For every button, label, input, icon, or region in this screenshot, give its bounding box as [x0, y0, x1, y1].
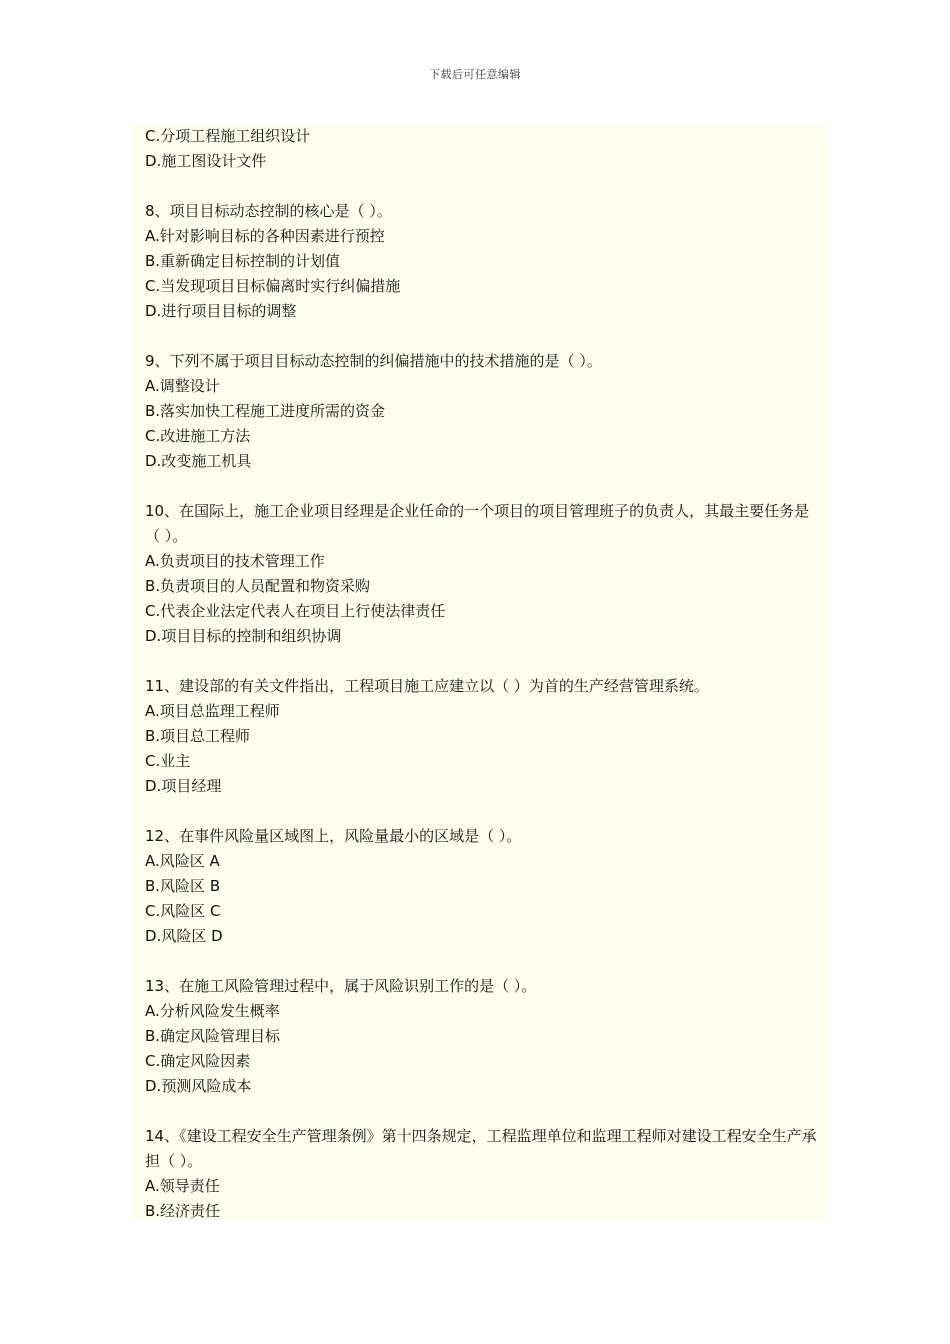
question-8	[145, 199, 820, 324]
option-a: A.调整设计	[145, 377, 220, 395]
question-14	[145, 1124, 820, 1224]
option-c: C.改进施工方法	[145, 427, 251, 445]
question-12	[145, 824, 820, 949]
option-d: D.施工图设计文件	[145, 152, 267, 170]
question-stem: 11、建设部的有关文件指出，工程项目施工应建立以（ ）为首的生产经营管理系统。	[145, 677, 709, 695]
question-stem: 8、项目目标动态控制的核心是（ ）。	[145, 202, 392, 220]
option-c: C.业主	[145, 752, 191, 770]
question-stem: 10、在国际上，施工企业项目经理是企业任命的一个项目的项目管理班子的负责人，其最主要任务是（ ）。	[145, 502, 810, 545]
option-c: C.确定风险因素	[145, 1052, 251, 1070]
option-a: A.分析风险发生概率	[145, 1002, 280, 1020]
page-header: 下载后可任意编辑	[429, 68, 521, 81]
question-stem: 14、《建设工程安全生产管理条例》第十四条规定，工程监理单位和监理工程师对建设工程安全生产承担（ ）。	[145, 1127, 817, 1170]
option-d: D.项目目标的控制和组织协调	[145, 627, 342, 645]
option-a: A.针对影响目标的各种因素进行预控	[145, 227, 385, 245]
option-b: B.风险区 B	[145, 877, 221, 895]
question-9	[145, 349, 820, 474]
option-a: A.领导责任	[145, 1177, 220, 1195]
option-d: D.进行项目目标的调整	[145, 302, 297, 320]
option-a: A.项目总监理工程师	[145, 702, 280, 720]
option-b: B.经济责任	[145, 1202, 221, 1220]
question-stem: 13、在施工风险管理过程中，属于风险识别工作的是（ ）。	[145, 977, 537, 995]
leading-options	[145, 124, 820, 174]
option-c: C.代表企业法定代表人在项目上行使法律责任	[145, 602, 446, 620]
option-b: B.项目总工程师	[145, 727, 251, 745]
question-10	[145, 499, 820, 649]
option-d: D.改变施工机具	[145, 452, 252, 470]
question-stem: 9、下列不属于项目目标动态控制的纠偏措施中的技术措施的是（ ）。	[145, 352, 602, 370]
option-a: A.负责项目的技术管理工作	[145, 552, 325, 570]
option-b: B.重新确定目标控制的计划值	[145, 252, 341, 270]
question-list	[145, 124, 820, 1249]
option-d: D.风险区 D	[145, 927, 223, 945]
option-c: C.风险区 C	[145, 902, 221, 920]
option-d: D.预测风险成本	[145, 1077, 252, 1095]
option-d: D.项目经理	[145, 777, 222, 795]
option-a: A.风险区 A	[145, 852, 220, 870]
option-b: B.确定风险管理目标	[145, 1027, 281, 1045]
question-stem: 12、在事件风险量区域图上，风险量最小的区域是（ ）。	[145, 827, 522, 845]
option-b: B.落实加快工程施工进度所需的资金	[145, 402, 386, 420]
option-c: C.当发现项目目标偏离时实行纠偏措施	[145, 277, 401, 295]
question-13	[145, 974, 820, 1099]
option-b: B.负责项目的人员配置和物资采购	[145, 577, 371, 595]
question-11	[145, 674, 820, 799]
option-c: C.分项工程施工组织设计	[145, 127, 311, 145]
